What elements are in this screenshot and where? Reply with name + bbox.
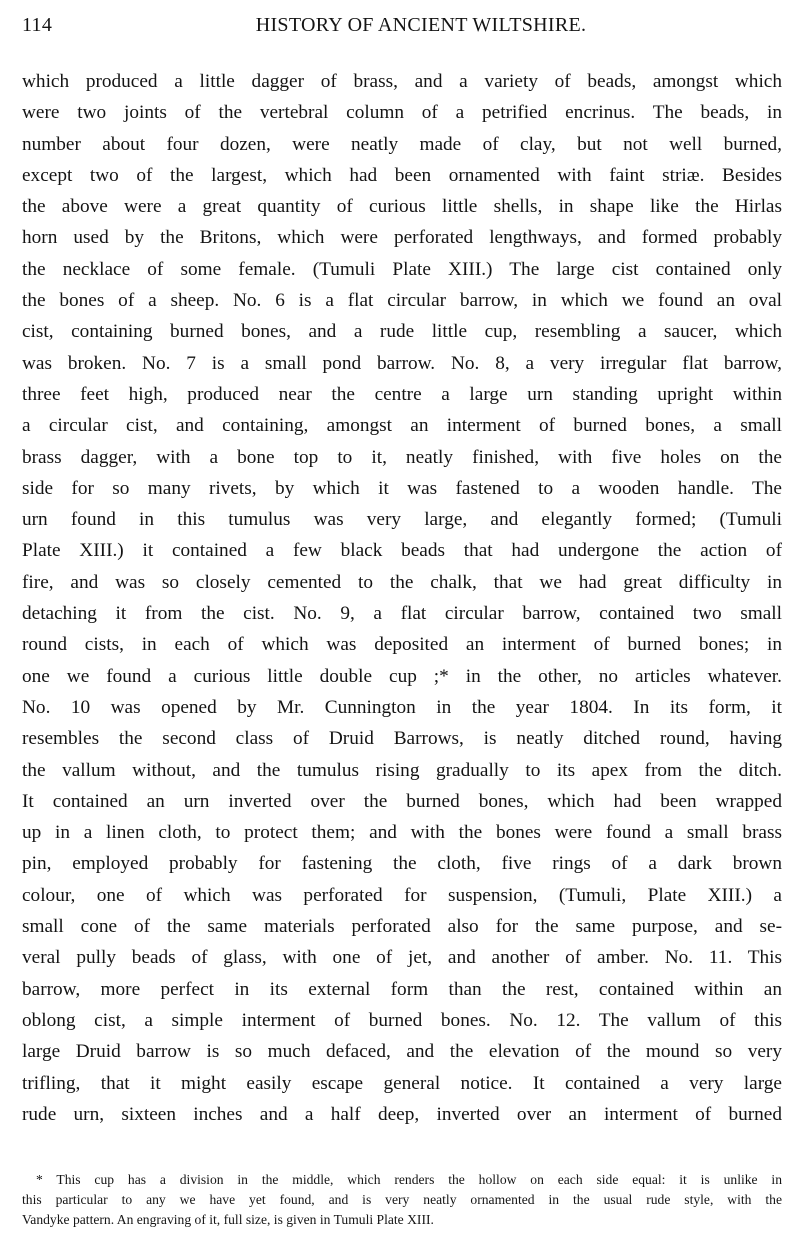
- body-line: It contained an urn inverted over the burned bones, which had been wrapped: [22, 790, 782, 812]
- body-line: a circular cist, and containing, amongst an interment of burned bones, a small: [22, 415, 782, 437]
- body-line: the vallum without, and the tumulus rising gradually to its apex from the ditch.: [22, 759, 782, 781]
- body-line: urn found in this tumulus was very large, and elegantly formed; (Tumuli: [22, 509, 782, 531]
- body-line: were two joints of the vertebral column of a petrified encrinus. The beads, in: [22, 102, 782, 124]
- body-line: was broken. No. 7 is a small pond barrow. No. 8, a very irregular flat barrow,: [22, 352, 782, 374]
- body-line: horn used by the Britons, which were perforated lengthways, and formed probably: [22, 227, 782, 249]
- body-line: rude urn, sixteen inches and a half deep, inverted over an interment of burned: [22, 1103, 782, 1125]
- footnote-line: this particular to any we have yet found, and is very neatly ornamented in the usual rude style, with the: [22, 1192, 782, 1207]
- body-line: trifling, that it might easily escape general notice. It contained a very large: [22, 1072, 782, 1094]
- body-line: barrow, more perfect in its external form than the rest, contained within an: [22, 978, 782, 1000]
- body-line: brass dagger, with a bone top to it, neatly finished, with five holes on the: [22, 446, 782, 468]
- body-line: fire, and was so closely cemented to the chalk, that we had great difficulty in: [22, 571, 782, 593]
- body-text: [22, 66, 782, 1130]
- body-line: the bones of a sheep. No. 6 is a flat circular barrow, in which we found an oval: [22, 290, 782, 312]
- footnote-line: * This cup has a division in the middle, which renders the hollow on each side equal: it is unlike in: [36, 1172, 782, 1187]
- body-line: one we found a curious little double cup ;* in the other, no articles whatever.: [22, 665, 782, 687]
- footnote-line: Vandyke pattern. An engraving of it, full size, is given in Tumuli Plate XIII.: [22, 1212, 434, 1227]
- body-line: veral pully beads of glass, with one of jet, and another of amber. No. 11. This: [22, 947, 782, 969]
- body-line: number about four dozen, were neatly made of clay, but not well burned,: [22, 133, 782, 155]
- body-line: cist, containing burned bones, and a rude little cup, resembling a saucer, which: [22, 321, 782, 343]
- body-line: three feet high, produced near the centre a large urn standing upright within: [22, 383, 782, 405]
- page-number: 114: [22, 14, 53, 36]
- footnote: [22, 1170, 782, 1230]
- running-title: HISTORY OF ANCIENT WILTSHIRE.: [255, 14, 587, 36]
- body-line: large Druid barrow is so much defaced, and the elevation of the mound so very: [22, 1041, 782, 1063]
- body-line: round cists, in each of which was deposited an interment of burned bones; in: [22, 634, 782, 656]
- running-head: [22, 14, 780, 46]
- body-line: detaching it from the cist. No. 9, a flat circular barrow, contained two small: [22, 603, 782, 625]
- body-line: oblong cist, a simple interment of burned bones. No. 12. The vallum of this: [22, 1009, 782, 1031]
- body-line: the above were a great quantity of curious little shells, in shape like the Hirlas: [22, 196, 782, 218]
- body-line: which produced a little dagger of brass, and a variety of beads, amongst which: [22, 71, 782, 92]
- body-line: side for so many rivets, by which it was fastened to a wooden handle. The: [22, 477, 782, 499]
- body-line: small cone of the same materials perforated also for the same purpose, and se-: [22, 916, 782, 938]
- body-line: up in a linen cloth, to protect them; and with the bones were found a small brass: [22, 822, 782, 844]
- body-line: resembles the second class of Druid Barrows, is neatly ditched round, having: [22, 728, 782, 750]
- body-line: No. 10 was opened by Mr. Cunnington in the year 1804. In its form, it: [22, 696, 782, 718]
- body-line: Plate XIII.) it contained a few black beads that had undergone the action of: [22, 540, 782, 562]
- body-line: except two of the largest, which had been ornamented with faint striæ. Besides: [22, 164, 782, 186]
- body-line: colour, one of which was perforated for suspension, (Tumuli, Plate XIII.) a: [22, 884, 782, 906]
- body-line: pin, employed probably for fastening the cloth, five rings of a dark brown: [22, 853, 782, 875]
- body-line: the necklace of some female. (Tumuli Plate XIII.) The large cist contained only: [22, 258, 782, 280]
